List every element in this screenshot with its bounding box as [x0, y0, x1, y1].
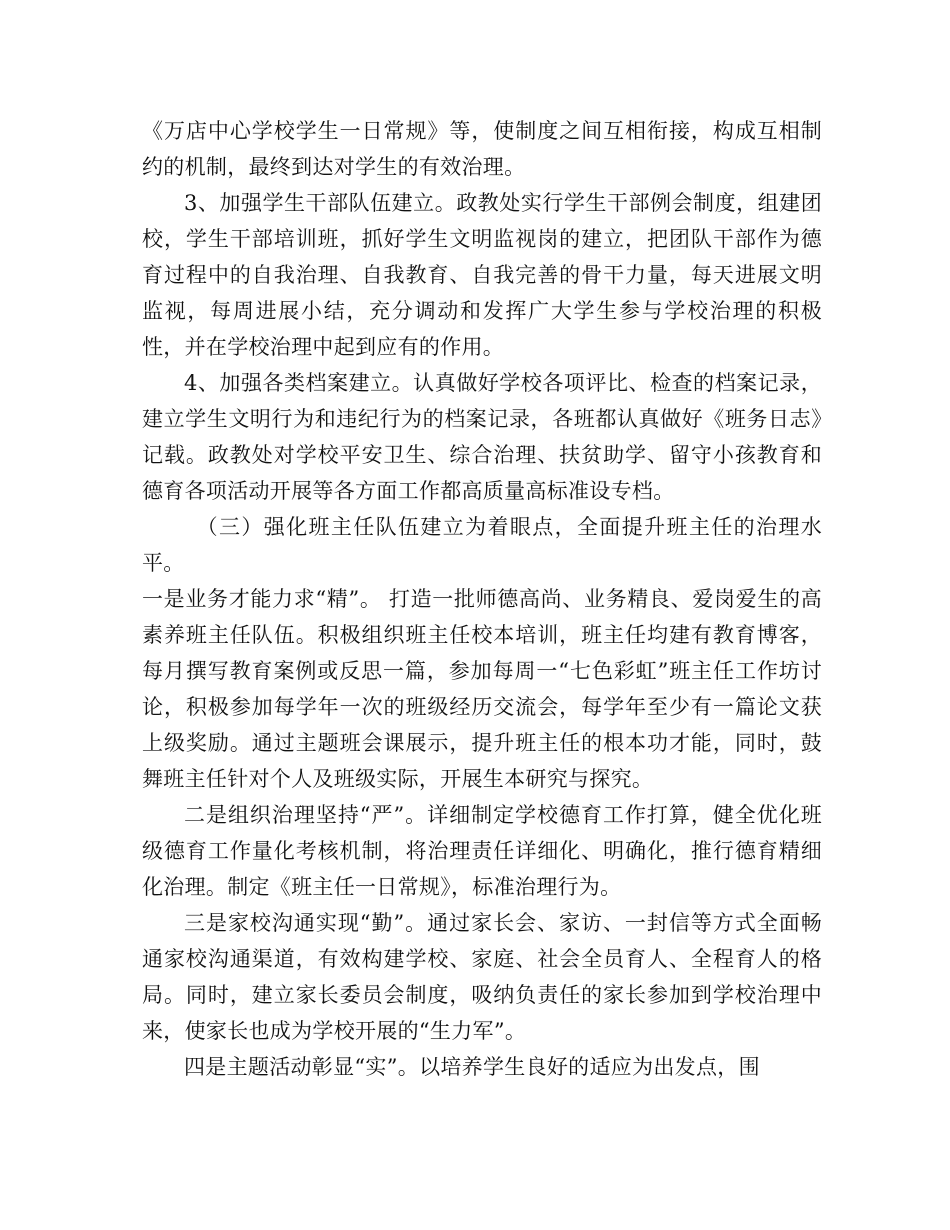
paragraph-student-cadres: 3、加强学生干部队伍建立。政教处实行学生干部例会制度，组建团校，学生干部培训班，抓好学生文明监视岗的建立，把团队干部作为德育过程中的自我治理、自我教育、自我完善的骨干力量，每天进展文明监视，每周进展小结，充分调动和发挥广大学生参与学校治理的积极性，并在学校治理中起到应有的作用。	[142, 191, 822, 359]
paragraph-theme-activities: 四是主题活动彰显“实”。以培养学生良好的适应为出发点，围	[184, 1055, 760, 1079]
document-page	[142, 113, 822, 1085]
paragraph-archives: 4、加强各类档案建立。认真做好学校各项评比、检查的档案记录，建立学生文明行为和违纪行为的档案记录，各班都认真做好《班务日志》记载。政教处对学校平安卫生、综合治理、扶贫助学、留守小孩教育和德育各项活动开展等各方面工作都高质量高标准设专档。	[142, 371, 822, 503]
paragraph-home-school-communication: 三是家校沟通实现“勤”。通过家长会、家访、一封信等方式全面畅通家校沟通渠道，有效构建学校、家庭、社会全员育人、全程育人的格局。同时，建立家长委员会制度，吸纳负责任的家长参加到学校治理中来，使家长也成为学校开展的“生力军”。	[142, 911, 822, 1043]
paragraph-continuation: 《万店中心学校学生一日常规》等，使制度之间互相衔接，构成互相制约的机制，最终到达对学生的有效治理。	[142, 119, 822, 179]
section-heading-head-teachers: （三）强化班主任队伍建立为着眼点，全面提升班主任的治理水平。	[142, 515, 822, 575]
paragraph-organization-management: 二是组织治理坚持“严”。详细制定学校德育工作打算，健全优化班级德育工作量化考核机制，将治理责任详细化、明确化，推行德育精细化治理。制定《班主任一日常规》，标准治理行为。	[142, 803, 822, 899]
paragraph-professional-skills: 一是业务才能力求“精”。 打造一批师德高尚、业务精良、爱岗爱生的高素养班主任队伍。积极组织班主任校本培训，班主任均建有教育博客，每月撰写教育案例或反思一篇，参加每周一“七色彩虹”班主任工作坊讨论，积极参加每学年一次的班级经历交流会，每学年至少有一篇论文获上级奖励。通过主题班会课展示，提升班主任的根本功才能，同时，鼓舞班主任针对个人及班级实际，开展生本研究与探究。	[142, 587, 822, 791]
